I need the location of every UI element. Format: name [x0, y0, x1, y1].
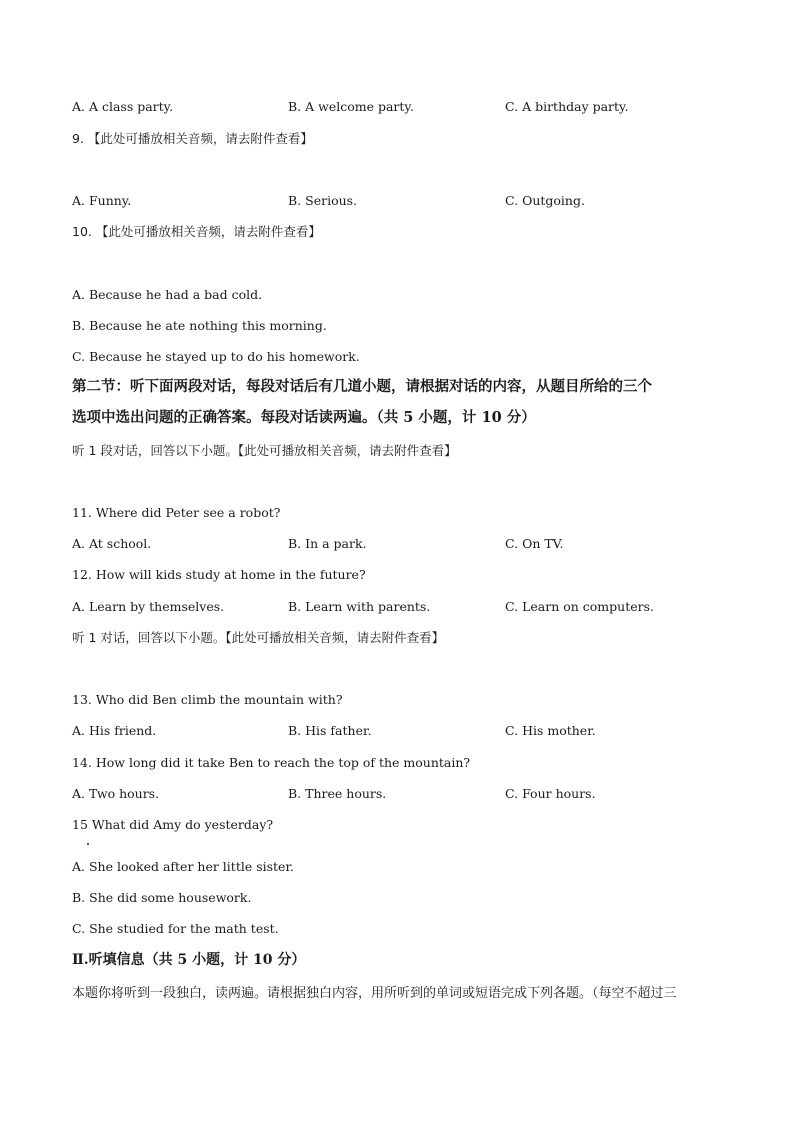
q10-option-b: B. Because he ate nothing this morning.	[72, 318, 327, 333]
q15-option-c: C. She studied for the math test.	[72, 921, 279, 936]
section3-heading: Ⅱ.听填信息（共 5 小题，计 10 分）	[72, 952, 306, 968]
q14-option-b: B. Three hours.	[288, 786, 387, 801]
section3-instructions: 本题你将听到一段独白，读两遍。请根据独白内容，用所听到的单词或短语完成下列各题。（每空不超过三	[72, 986, 677, 1001]
q9-option-c: C. Outgoing.	[505, 193, 585, 208]
q11-option-b: B. In a park.	[288, 536, 367, 551]
q10-option-c: C. Because he stayed up to do his homework.	[72, 349, 360, 364]
q12-option-c: C. Learn on computers.	[505, 599, 654, 614]
q11-option-a: A. At school.	[72, 536, 152, 551]
q13-question: 13. Who did Ben climb the mountain with?	[72, 692, 343, 707]
q15-option-a: A. She looked after her little sister.	[72, 859, 295, 874]
stray-dot	[87, 843, 89, 845]
dialog1-intro: 听 1 段对话，回答以下小题。【此处可播放相关音频，请去附件查看】	[72, 443, 457, 458]
q15-option-b: B. She did some housework.	[72, 890, 252, 905]
q14-question: 14. How long did it take Ben to reach the top of the mountain?	[72, 755, 471, 770]
q13-option-a: A. His friend.	[72, 723, 157, 738]
section2-heading-line1: 第二节：听下面两段对话，每段对话后有几道小题，请根据对话的内容，从题目所给的三个	[72, 378, 652, 395]
dialog2-intro: 听 1 对话，回答以下小题。【此处可播放相关音频，请去附件查看】	[72, 630, 445, 645]
q9-audio-prompt: 9. 【此处可播放相关音频，请去附件查看】	[72, 131, 313, 146]
q13-option-b: B. His father.	[288, 723, 372, 738]
q10-audio-prompt: 10. 【此处可播放相关音频，请去附件查看】	[72, 224, 321, 239]
q14-option-a: A. Two hours.	[72, 786, 160, 801]
q9-option-a: A. Funny.	[72, 193, 132, 208]
q8-option-c: C. A birthday party.	[505, 99, 629, 114]
q15-question: 15 What did Amy do yesterday?	[72, 817, 274, 832]
q12-option-b: B. Learn with parents.	[288, 599, 431, 614]
q14-option-c: C. Four hours.	[505, 786, 596, 801]
q10-option-a: A. Because he had a bad cold.	[72, 287, 263, 302]
q9-option-b: B. Serious.	[288, 193, 358, 208]
q11-option-c: C. On TV.	[505, 536, 564, 551]
q12-option-a: A. Learn by themselves.	[72, 599, 225, 614]
q11-question: 11. Where did Peter see a robot?	[72, 505, 281, 520]
q13-option-c: C. His mother.	[505, 723, 596, 738]
section2-heading-line2: 选项中选出问题的正确答案。每段对话读两遍。（共 5 小题，计 10 分）	[72, 409, 536, 426]
q8-option-b: B. A welcome party.	[288, 99, 414, 114]
q12-question: 12. How will kids study at home in the future?	[72, 567, 366, 582]
q8-option-a: A. A class party.	[72, 99, 174, 114]
